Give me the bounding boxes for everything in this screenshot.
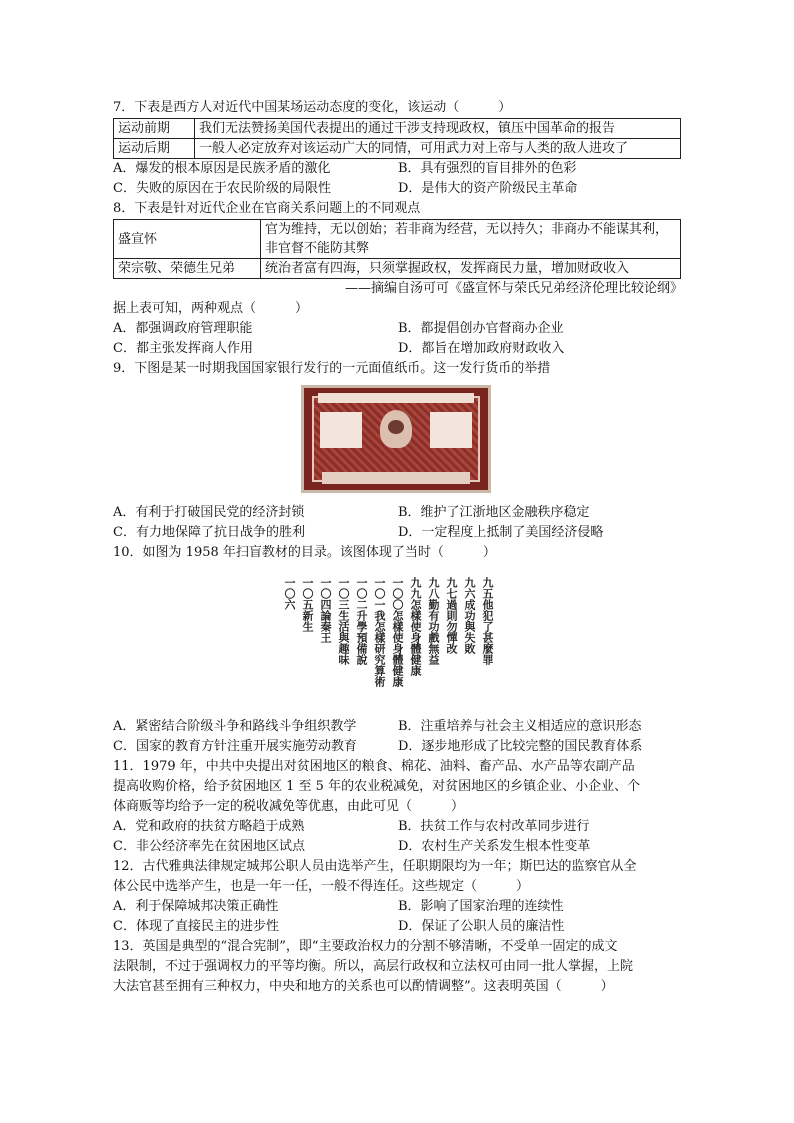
toc-entry: 九五他犯了甚麼罪 xyxy=(481,577,494,665)
q12-option-a: A．利于保障城邦决策正确性 xyxy=(113,899,279,914)
q9-options-ab xyxy=(113,503,683,523)
toc-entry: 一〇三生活與趣味 xyxy=(337,577,350,665)
q7-option-d: D．是伟大的资产阶级民主革命 xyxy=(398,181,578,196)
table-row xyxy=(114,139,681,159)
q13-line2: 法限制，不过于强调权力的平等均衡。所以，高层行政权和立法权可由同一批人掌握，上院 xyxy=(113,959,634,974)
banknote-image xyxy=(301,385,491,493)
q8-stem: 8．下表是针对近代企业在官商关系问题上的不同观点 xyxy=(113,201,421,216)
q10-option-b: B．注重培养与社会主义相适应的意识形态 xyxy=(398,719,642,734)
q10-options-cd xyxy=(113,737,683,757)
q8-option-a: A．都强调政府管理职能 xyxy=(113,321,253,336)
q8-option-c: C．都主张发挥商人作用 xyxy=(113,341,253,356)
q10-options-ab xyxy=(113,717,683,737)
q12-option-b: B．影响了国家治理的连续性 xyxy=(398,899,564,914)
q8-options-cd xyxy=(113,339,683,359)
q11-option-c: C．非公经济率先在贫困地区试点 xyxy=(113,839,305,854)
q8-options-ab xyxy=(113,319,683,339)
toc-entry: 一〇〇怎樣使身體健康 xyxy=(391,577,404,687)
q8-row2-text: 统治者富有四海，只须掌握政权，发挥商民力量，增加财政收入 xyxy=(261,259,681,279)
q12-option-c: C．体现了直接民主的进步性 xyxy=(113,919,279,934)
banknote-right-panel xyxy=(430,412,472,448)
q8-option-b: B．都提倡创办官督商办企业 xyxy=(398,321,564,336)
toc-entry: 九六成功與失敗 xyxy=(463,577,476,654)
q12-line1: 12．古代雅典法律规定城邦公职人员由选举产生，任职期限均为一年；斯巴达的监察官从全 xyxy=(113,859,637,874)
q8-row2-label: 荣宗敬、荣德生兄弟 xyxy=(114,259,261,279)
q10-option-c: C．国家的教育方针注重开展实施劳动教育 xyxy=(113,739,357,754)
q13-line1: 13．英国是典型的“混合宪制”，即“主要政治权力的分割不够清晰，不受单一固定的成文 xyxy=(113,939,618,954)
q7-row1-label: 运动前期 xyxy=(114,119,195,139)
q11-options-ab xyxy=(113,817,683,837)
q9-options-cd xyxy=(113,523,683,543)
banknote-bottom-band xyxy=(322,472,470,484)
q8-row1-text: 官为维持，无以创始；若非商为经营，无以持久；非商办不能谋其利，非官督不能防其弊 xyxy=(261,220,681,259)
exam-page xyxy=(113,98,683,997)
portrait-icon xyxy=(380,410,412,448)
q8-table xyxy=(113,219,681,279)
q9-option-c: C．有力地保障了抗日战争的胜利 xyxy=(113,525,305,540)
toc-entry: 九九怎樣使身體健康 xyxy=(409,577,422,676)
q7-option-a: A．爆发的根本原因是民族矛盾的激化 xyxy=(113,161,331,176)
q9-option-d: D．一定程度上抵制了美国经济侵略 xyxy=(398,525,604,540)
q10-option-d: D．逐步地形成了比较完整的国民教育体系 xyxy=(398,739,643,754)
q7-options-ab xyxy=(113,159,683,179)
q13-line3: 大法官甚至拥有三种权力，中央和地方的关系也可以酌情调整”。这表明英国（ ） xyxy=(113,979,614,994)
q10-stem: 10．如图为 1958 年扫盲教材的目录。该图体现了当时（ ） xyxy=(113,545,496,560)
toc-entry: 一〇二升學預備說 xyxy=(355,577,368,665)
q11-option-a: A．党和政府的扶贫方略趋于成熟 xyxy=(113,819,305,834)
q7-table xyxy=(113,118,681,159)
q12-options-ab xyxy=(113,897,683,917)
q11-line3: 体商贩等均给予一定的税收减免等优惠，由此可见（ ） xyxy=(113,799,465,814)
toc-entry: 一〇六 xyxy=(283,577,296,610)
q8-option-d: D．都旨在增加政府财政收入 xyxy=(398,341,565,356)
q9-option-a: A．有利于打破国民党的经济封锁 xyxy=(113,505,305,520)
table-row xyxy=(114,259,681,279)
toc-entry: 一〇一我怎樣研究算術 xyxy=(373,577,386,687)
toc-entry: 九八勤有功戲無益 xyxy=(427,577,440,665)
toc-entry: 一〇五新生 xyxy=(301,577,314,632)
q7-row2-label: 运动后期 xyxy=(114,139,195,159)
q7-option-b: B．具有强烈的盲目排外的色彩 xyxy=(398,161,577,176)
q9-option-b: B．维护了江浙地区金融秩序稳定 xyxy=(398,505,590,520)
q11-line2: 提高收购价格，给予贫困地区 1 至 5 年的农业税减免，对贫困地区的乡镇企业、小企业、个 xyxy=(113,779,641,794)
q10-option-a: A．紧密结合阶级斗争和路线斗争组织教学 xyxy=(113,719,357,734)
table-row xyxy=(114,119,681,139)
q11-option-b: B．扶贫工作与农村改革同步进行 xyxy=(398,819,590,834)
table-row xyxy=(114,220,681,259)
q8-row1-label: 盛宣怀 xyxy=(114,220,261,259)
banknote-top-band xyxy=(318,393,474,403)
q11-options-cd xyxy=(113,837,683,857)
q7-stem: 7．下表是西方人对近代中国某场运动态度的变化，该运动（ ） xyxy=(113,100,512,115)
toc-entry: 九七過則勿憚改 xyxy=(445,577,458,654)
q7-row2-text: 一般人必定放弃对该运动广大的同情，可用武力对上帝与人类的敌人进攻了 xyxy=(195,139,681,159)
banknote-figure xyxy=(113,381,683,499)
q7-options-cd xyxy=(113,179,683,199)
q11-option-d: D．农村生产关系发生根本性变革 xyxy=(398,839,591,854)
q7-row1-text: 我们无法赞扬美国代表提出的通过干涉支持现政权，镇压中国革命的报告 xyxy=(195,119,681,139)
q7-option-c: C．失败的原因在于农民阶级的局限性 xyxy=(113,181,331,196)
q11-line1: 11．1979 年，中共中央提出对贫困地区的粮食、棉花、油料、畜产品、水产品等农副产品 xyxy=(113,759,635,774)
q12-line2: 体公民中选举产生，也是一年一任，一般不得连任。这些规定（ ） xyxy=(113,879,530,894)
q12-option-d: D．保证了公职人员的廉洁性 xyxy=(398,919,565,934)
banknote-left-panel xyxy=(320,412,362,448)
toc-figure xyxy=(113,565,683,715)
q8-lead: 据上表可知，两种观点（ ） xyxy=(113,301,309,316)
q12-options-cd xyxy=(113,917,683,937)
q8-source: ——摘编自汤可可《盛宣怀与荣氏兄弟经济伦理比较论纲》 xyxy=(344,281,683,296)
toc-entry: 一〇四論秦王 xyxy=(319,577,332,643)
q9-stem: 9．下图是某一时期我国国家银行发行的一元面值纸币。这一发行货币的举措 xyxy=(113,361,551,376)
